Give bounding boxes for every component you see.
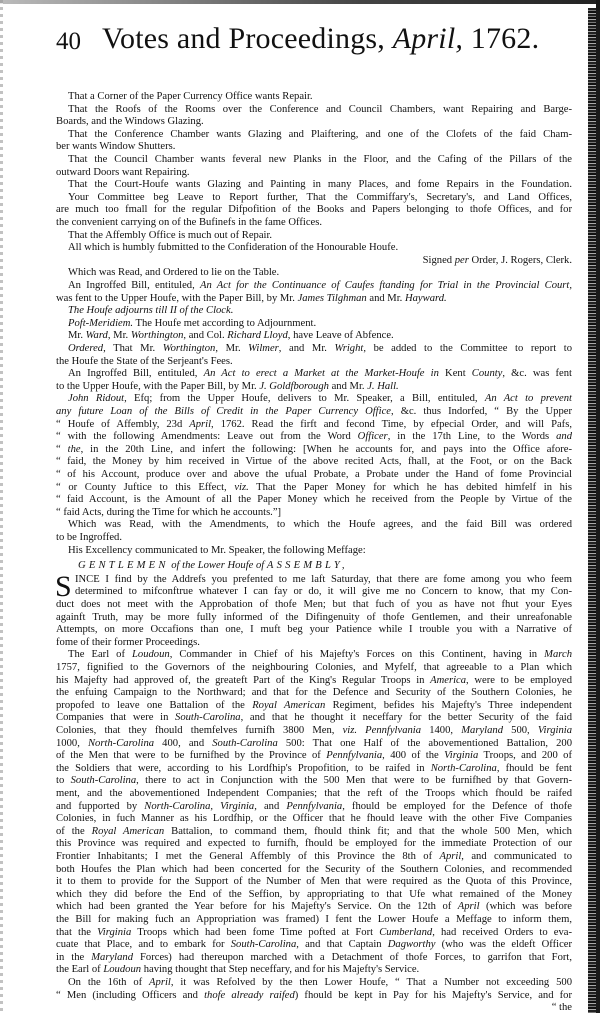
text-run: INCE I find by the Addrefs you prefented to me laft Saturday, that there are fome among you who feem <box>75 573 572 585</box>
text-run: , it was Refolved by the then Lower Houfe, “ That a Number not exceeding 500 <box>170 977 572 988</box>
text-run: That the Council Chamber wants feveral new Planks in the Floor, and the Cafing of the Pillars of the <box>68 154 572 165</box>
italic-run: April <box>149 977 171 988</box>
text-run: outward Doors want Repairing. <box>56 166 190 178</box>
italic-run: April <box>189 418 212 430</box>
text-run: “ <box>56 443 68 455</box>
text-line <box>56 267 572 279</box>
text-run: , and communicated to <box>461 851 572 862</box>
italic-run: Ordered <box>68 343 104 354</box>
text-line <box>56 406 572 418</box>
text-run: which had been granted the Year before for his Majefty's Service. On the 12th of <box>56 901 458 913</box>
text-run: this Province was required and expected to furnifh, fhould be employed for the immediate Protection of our <box>56 838 572 850</box>
italic-run: An Act to prevent <box>484 393 572 405</box>
text-line <box>56 154 572 166</box>
text-line <box>56 612 572 624</box>
text-run: to the Upper Houfe, with the Paper Bill, by Mr. <box>56 380 260 392</box>
text-run: 1757, fignified to the Governors of the neighbouring Colonies, and Myfelf, that agreeable to a Plan which <box>56 662 572 673</box>
text-line <box>56 738 572 750</box>
text-line <box>56 230 572 242</box>
italic-run: South-Carolina <box>175 712 241 724</box>
text-run: That the Paper Money for which he has debited himfelf in his <box>248 481 573 493</box>
text-line <box>56 217 572 229</box>
italic-run: J. Hall. <box>367 380 399 392</box>
italic-run: Richard Lloyd <box>227 330 288 342</box>
italic-run: Pennfylvania <box>326 750 383 762</box>
text-run: That the Court-Houfe wants Glazing and Painting in many Places, and fome Repairs in the Foundation. <box>68 179 572 191</box>
text-run: All which is humbly fubmitted to the Confideration of the Honourable Houfe. <box>68 242 399 254</box>
text-line <box>56 838 572 850</box>
text-run: , and Mr. <box>278 343 335 354</box>
italic-run: March <box>544 649 572 661</box>
text-run: That a Corner of the Paper Currency Office wants Repair. <box>68 91 313 102</box>
text-line <box>56 725 572 737</box>
italic-run: Worthington <box>130 330 184 342</box>
text-line <box>56 952 572 964</box>
text-run: 500: That one Half of the abovementioned Battalion, 200 <box>277 737 573 749</box>
text-run: “ Houfe of Affembly, 23d <box>56 418 190 430</box>
text-run: are much too fmall for the regular Difpofition of the Books and Papers belonging to thofe Offices, and for <box>56 204 572 216</box>
text-line <box>56 876 572 888</box>
text-run: “ Men (including Officers and <box>56 989 205 1001</box>
text-run: the convenient carrying on of the Bufinefs in the fame Offices. <box>56 217 323 228</box>
text-line <box>56 343 572 355</box>
text-line <box>56 469 572 481</box>
text-run: Forces) had thereupon marched with a Detachment of thofe Forces, to garrifon that Fort, <box>133 951 572 963</box>
italic-run: The Houfe adjourns till II of the Clock. <box>68 305 234 317</box>
text-line <box>56 318 572 330</box>
text-run: againft Truth, may be more fully informed of the Difingenuity of thofe Gentlemen, and their unreafonable <box>56 611 572 623</box>
text-run: “ faid, the Money by him received in Virtue of the above recited Acts, fhall, at the Foot, or on the Back <box>56 456 572 468</box>
text-line <box>56 637 572 649</box>
page-binding-shadow <box>596 0 600 1013</box>
text-run: 1400, <box>421 725 462 736</box>
italic-run: Officer <box>357 431 388 443</box>
text-run: Companies that were in <box>56 712 176 724</box>
text-line <box>56 393 572 405</box>
text-run: of the Men that were to be furnifhed by the Province of <box>56 750 327 762</box>
text-line <box>56 662 572 674</box>
italic-run: the <box>67 443 81 455</box>
text-run: , and that Captain <box>296 939 388 951</box>
text-run: , &c. was fent <box>502 368 572 380</box>
text-line <box>56 586 572 598</box>
spaced-caps-run: GENTLEMEN <box>78 560 169 572</box>
text-run: Order, J. Rogers, Clerk. <box>468 254 572 266</box>
text-run: , Efq; from the Upper Houfe, delivers to Mr. Speaker, a Bill, entituled, <box>124 393 485 405</box>
text-run: was fent to the Upper Houfe, with the Paper Bill, by Mr. <box>56 292 298 304</box>
running-header <box>56 22 576 56</box>
text-line <box>56 494 572 506</box>
italic-run: Loudoun <box>103 964 142 976</box>
text-line <box>56 444 572 456</box>
text-line <box>56 519 572 531</box>
text-run: , and <box>254 800 287 812</box>
text-run: Colonies, in fuch Manner as his Lordfhip, or the Officer that he fhould leave with the other Five Companies <box>56 813 572 825</box>
text-run: the Houfe the State of the Serjeant's Fees. <box>56 355 233 367</box>
text-line <box>56 763 572 775</box>
text-run: , were to be employed <box>466 674 572 686</box>
page-top-edge <box>0 0 600 4</box>
text-run: and Mr. <box>328 380 368 392</box>
text-run: ment, and the abovementioned Independent Companies; that the reft of the Troops which fhould be raifed <box>56 788 572 799</box>
italic-run: Pennfylvania <box>286 800 343 812</box>
text-line <box>56 167 572 179</box>
text-run: , Mr. <box>107 330 131 342</box>
text-run: Battalion, to command them, fhould think fit; and that the whole 500 Men, which <box>164 825 572 837</box>
text-run: the Earl of <box>56 964 104 976</box>
text-line <box>56 116 572 128</box>
text-line <box>56 293 572 305</box>
text-run: , &c. thus Indorfed, “ By the Upper <box>390 406 573 417</box>
text-line <box>56 927 572 939</box>
text-run: That the Conference Chamber wants Glazing and Plaiftering, and one of the Clofets of the faid Cham- <box>68 128 572 140</box>
text-run: propofed to leave one Battalion of the <box>56 699 253 711</box>
text-run: Which was Read, and Ordered to lie on the Table. <box>68 267 280 279</box>
italic-run: Worthington <box>162 343 216 354</box>
text-line <box>56 801 572 813</box>
text-line <box>56 700 572 712</box>
italic-run: of the Lower Houfe of <box>168 560 267 572</box>
text-line <box>56 129 572 141</box>
italic-run: Maryland <box>461 725 503 736</box>
italic-run: April <box>439 851 462 862</box>
text-run: , fhould be fent <box>496 762 572 774</box>
italic-run: Wilmer <box>248 343 279 354</box>
italic-run: James Tilghman <box>297 292 367 304</box>
right-aligned-line <box>56 1002 572 1013</box>
text-run: That the Affembly Office is much out of Repair. <box>68 229 273 241</box>
right-aligned-line <box>56 255 572 267</box>
text-run: 1000, <box>56 737 88 749</box>
italic-run: America <box>430 674 467 686</box>
italic-run: April <box>457 901 480 913</box>
text-run: Attempts, on more Occafions than one, I muft beg your Patience while I trouble you with a Narrative of <box>56 624 572 636</box>
text-run: , had received Orders to eva- <box>432 926 573 938</box>
italic-run: Virginia <box>444 750 479 762</box>
italic-run: North-Carolina, Virginia <box>144 800 255 812</box>
italic-run: South-Carolina <box>230 939 297 951</box>
text-line <box>56 649 572 661</box>
text-line <box>56 280 572 292</box>
text-run: “ the <box>551 1002 572 1013</box>
text-line <box>56 456 572 468</box>
italic-run: and <box>556 431 572 443</box>
text-run: “ faid Account, is the Amount of all the Paper Money which he received from the People by Virtue of the <box>56 494 572 506</box>
italic-run: Maryland <box>91 951 134 963</box>
italic-run: An Act to erect a Market at the Market-Houfe in <box>203 368 439 380</box>
italic-run: Loudoun <box>132 649 170 661</box>
text-run: Boards, and the Windows Glazing. <box>56 116 204 128</box>
text-line <box>56 675 572 687</box>
text-run: His Excellency communicated to Mr. Speaker, the following Meffage: <box>68 544 366 556</box>
text-line <box>56 964 572 976</box>
text-run: “ of his Account, produce over and above the ufual Probate, a Probate under the Hand of fome Provincial <box>56 469 572 480</box>
title-text: Votes and Proceedings, <box>102 22 385 55</box>
page-title <box>102 22 539 56</box>
text-run: “ with the following Amendments: Leave out from the Word <box>56 431 358 443</box>
text-run: On the 16th of <box>68 977 150 988</box>
text-run: “ or County Juftice to this Effect, <box>56 481 235 493</box>
italic-run: Virginia <box>97 926 132 938</box>
text-line <box>56 242 572 254</box>
italic-run: J. Goldfborough <box>259 380 329 392</box>
text-run: ber wants Window Shutters. <box>56 141 176 153</box>
text-line <box>56 532 572 544</box>
text-run: which they did before the End of the Seffion, by appropriating to that Ufe what remained of the Money <box>56 888 572 900</box>
text-line <box>56 712 572 724</box>
text-run: , there to act in Conjunction with the 500 Men that were to be furnifhed by that Govern- <box>136 775 572 787</box>
text-line <box>56 687 572 699</box>
text-line <box>56 91 572 103</box>
text-run: An Ingroffed Bill, entituled, <box>68 368 204 380</box>
text-run: fome of their former Proceedings. <box>56 636 200 648</box>
text-line <box>56 545 572 557</box>
italic-run: Virginia <box>537 725 573 736</box>
text-line <box>56 204 572 216</box>
text-run: Regiment, befides his Majefty's Three independent <box>325 699 572 711</box>
text-line <box>56 192 572 204</box>
italic-run: South-Carolina <box>212 737 278 749</box>
text-run: Troops which had been fome Time pofted at Fort <box>131 926 380 938</box>
text-run: to <box>56 775 71 787</box>
drop-cap: S <box>55 569 72 603</box>
text-run: 400, and <box>154 737 213 749</box>
text-line <box>56 431 572 443</box>
italic-run: Cumberland <box>379 926 433 938</box>
text-line <box>56 104 572 116</box>
italic-run: Royal American <box>91 825 165 837</box>
text-line <box>56 901 572 913</box>
text-run: his Majefty had approved of, the greateft Part of the King's Regular Troops in <box>56 674 431 686</box>
text-run: Signed <box>422 254 455 266</box>
text-run: Mr. <box>68 330 86 342</box>
text-run: , 400 of the <box>382 750 445 762</box>
text-line <box>56 624 572 636</box>
text-run: the Soldiers that were, according to his Lordfhip's Propofition, to be raifed in <box>56 762 431 774</box>
text-run: , Commander in Chief of his Majefty's Forces on this Continent, having in <box>169 649 545 661</box>
text-run: Your Committee beg Leave to Report further, That the Commiffary's, Secretary's, and Land Offices, <box>68 191 572 203</box>
text-line <box>56 381 572 393</box>
italic-run: Dagworthy <box>387 939 436 951</box>
italic-run: County <box>471 368 503 380</box>
text-run: and Mr. <box>366 292 405 304</box>
text-run: and fupported by <box>56 800 145 812</box>
text-run: , That Mr. <box>103 343 163 354</box>
text-line <box>56 990 572 1002</box>
text-run: “ faid Acts, during the Time for which he accounts.”] <box>56 506 282 518</box>
italic-run: John Ridout <box>68 393 125 405</box>
italic-run: Wright <box>334 343 364 354</box>
text-line <box>56 914 572 926</box>
text-line <box>56 939 572 951</box>
italic-run: North-Carolina <box>87 737 155 749</box>
page-left-edge <box>0 0 3 1013</box>
text-line <box>56 775 572 787</box>
text-line <box>56 750 572 762</box>
text-run: That the Roofs of the Rooms over the Conference and Council Chambers, want Repairing and Barge- <box>68 103 572 115</box>
text-line <box>56 356 572 368</box>
italic-run: North-Carolina <box>430 762 497 774</box>
page-number: 40 <box>56 28 81 55</box>
italic-run: per <box>454 254 469 266</box>
text-line <box>56 889 572 901</box>
italic-run: any future Loan of the Bills of Credit in the Paper Currency Office <box>56 406 391 417</box>
italic-run: An Act for the Continuance of Caufes ftanding for Trial in the Provincial Court, <box>199 280 572 291</box>
text-run: cuate that Place, and to embark for <box>56 939 231 951</box>
text-line <box>56 507 572 519</box>
text-run: both Houfes the Plan which had been concerted for the Security of the Southern Colonies, and recommended <box>56 863 572 875</box>
text-line <box>56 864 572 876</box>
text-run: Which was Read, with the Amendments, to which the Houfe agrees, and the faid Bill was ordered <box>68 519 572 531</box>
text-run: , in the 20th Line, and infert the following: [When he accounts for, and pays into the Office afore- <box>80 443 572 455</box>
text-run: of the <box>56 825 92 837</box>
italic-run: Poft-Meridiem. <box>68 317 134 329</box>
text-run: the Bill for making fuch an Appropriation was framed) I fent the Lower Houfe a Meffage to inform them, <box>56 914 572 925</box>
spaced-caps-run: ASSEMBLY, <box>266 560 348 572</box>
text-line <box>56 813 572 825</box>
text-run: that the <box>56 926 98 938</box>
text-line <box>56 141 572 153</box>
text-line <box>56 788 572 800</box>
text-line <box>56 851 572 863</box>
text-run: Kent <box>438 368 472 380</box>
text-line <box>56 826 572 838</box>
italic-run: South-Carolina <box>70 775 137 787</box>
italic-run: thofe already raifed <box>204 989 295 1001</box>
text-run: in the <box>56 951 92 963</box>
text-run: The Earl of <box>68 649 132 661</box>
text-line <box>56 419 572 431</box>
text-run: determined to mifconftrue whatever I can fay or do, it will give me no Concern to know, that my Con- <box>75 586 572 598</box>
text-run: , be added to the Committee to report to <box>363 343 572 354</box>
text-run: Troops, and 200 of <box>478 750 572 762</box>
text-run: , have Leave of Abfence. <box>287 330 394 342</box>
text-run: to be Ingroffed. <box>56 532 122 543</box>
italic-run: viz. <box>234 481 249 493</box>
text-line <box>56 599 572 611</box>
text-run: An Ingroffed Bill, entituled, <box>68 280 200 291</box>
text-run: , fhould be employed for the Defence of thofe <box>342 800 572 812</box>
text-run: (which was before <box>479 901 572 913</box>
text-line <box>56 482 572 494</box>
text-run: , Mr. <box>215 343 249 354</box>
text-line <box>56 330 572 342</box>
text-run: it to them to provide for the Support of the Number of Men that were required as the Quota of this Province, <box>56 876 572 888</box>
text-run: The Houfe met according to Adjournment. <box>133 317 317 329</box>
title-month: April, <box>392 22 464 55</box>
italic-run: Hayward. <box>404 292 447 304</box>
text-run: Frontier Inhabitants; I met the General Affembly of this Province the 8th of <box>56 851 440 862</box>
text-run: 500, <box>503 725 538 736</box>
text-run: (who was the eldeft Officer <box>435 939 573 951</box>
text-run: ) fhould be kept in Pay for his Majefty's Service, and for <box>294 989 572 1001</box>
text-run: having thought that Step neceffary, and for his Majefty's Service. <box>141 964 420 976</box>
italic-run: Royal American <box>252 699 326 711</box>
text-run: Colonies, that they fhould themfelves furnifh 3800 Men, <box>56 725 343 736</box>
text-run: the enfuing Campaign to the Northward; and that for the Defence and Security of the Southern Colonies, he <box>56 687 572 699</box>
text-line <box>56 368 572 380</box>
text-run: , 1762. Read the firft and fecond Time, by efpecial Order, and will Pafs, <box>211 418 572 430</box>
italic-run: viz. Pennfylvania <box>342 725 422 736</box>
text-line <box>56 305 572 317</box>
text-run: duct does not meet with the Approbation of thofe Men; but that fuch of you as have not fhut your Eyes <box>56 599 572 610</box>
text-run: , and that he thought it neceffary for the better Security of the faid <box>240 712 573 724</box>
title-year: 1762. <box>470 22 540 55</box>
text-line <box>56 574 572 586</box>
text-run: , and Col. <box>183 330 228 342</box>
text-line <box>56 179 572 191</box>
italic-run: Ward <box>85 330 108 342</box>
text-line <box>56 977 572 989</box>
message-salutation <box>56 560 572 572</box>
text-run: , in the 17th Line, to the Words <box>387 431 557 443</box>
